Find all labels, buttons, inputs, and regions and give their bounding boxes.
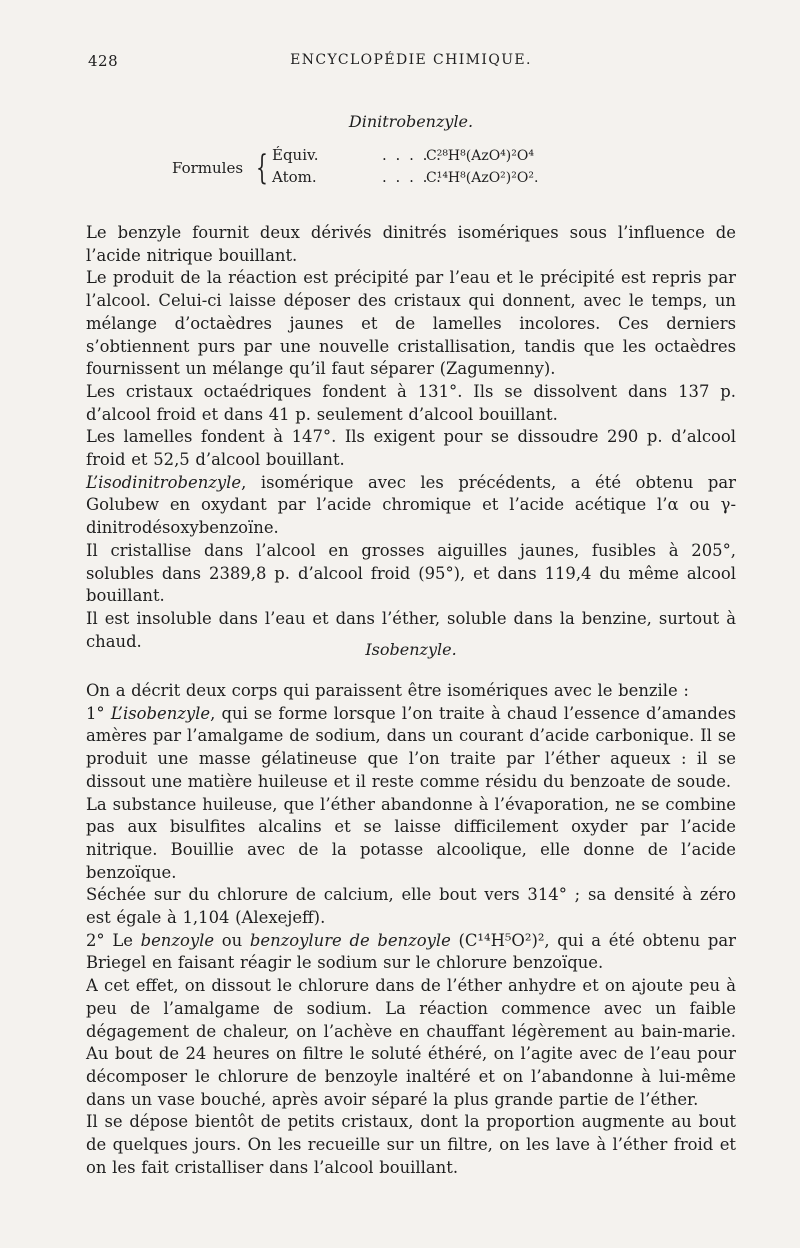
formula-dots: . . . . . xyxy=(382,146,443,164)
running-head: ENCYCLOPÉDIE CHIMIQUE. xyxy=(290,52,532,68)
paragraph: 2° Le benzoyle ou benzoylure de benzoyle (C¹⁴H⁵O²)², qui a été obtenu par Briegel en faisant réagir le sodium sur le chlorure benzoïque. xyxy=(86,930,736,973)
paragraph: Le benzyle fournit deux dérivés dinitrés isomériques sous l’influence de l’acide nitrique bouillant. xyxy=(86,223,736,265)
paragraph: Le produit de la réaction est précipité par l’eau et le précipité est repris par l’alcool. Celui-ci laisse déposer des cristaux qui donnent, avec le temps, un mélange d’octaèdres jaunes et de lamelles incolores. Ces derniers s’obtiennent purs par une nouvelle cristallisation, tandis que les octaèdres fournissent un mélange qu’il faut séparer (Zagumenny). xyxy=(86,268,736,379)
page-number: 428 xyxy=(88,52,119,70)
paragraph: Séchée sur du chlorure de calcium, elle bout vers 314° ; sa densité à zéro est égale à 1,104 (Alexejeff). xyxy=(86,885,736,928)
formulas-block xyxy=(172,146,712,194)
formulas-label: Formules xyxy=(172,159,244,177)
section-title-isobenzyle: Isobenzyle. xyxy=(365,640,457,659)
paragraph: 1° L’isobenzyle, qui se forme lorsque l’on traite à chaud l’essence d’amandes amères par l’amalgame de sodium, dans un courant d’acide carbonique. Il se produit une masse gélatineuse que l’on traite par l’éther aqueux : il se dissout une matière huileuse et il reste comme résidu du benzoate de soude. xyxy=(86,703,736,791)
formula-dots: . . . . . xyxy=(382,168,443,186)
document-page xyxy=(86,0,736,1248)
formula-name: Atom. xyxy=(272,168,317,186)
paragraph: On a décrit deux corps qui paraissent être isomériques avec le benzile : xyxy=(86,681,689,700)
formula-name: Équiv. xyxy=(272,146,319,164)
paragraph: Il est insoluble dans l’eau et dans l’éther, soluble dans la benzine, surtout à chaud. xyxy=(86,608,736,651)
formula-row-equiv xyxy=(272,146,534,164)
formula-value: C²⁸H⁸(AzO⁴)²O⁴ xyxy=(426,148,534,164)
page-header xyxy=(86,52,736,74)
paragraph: Il se dépose bientôt de petits cristaux, dont la proportion augmente au bout de quelques jours. On les recueille sur un filtre, on les lave à l’éther froid et on les fait cristalliser dans l’alcool bouillant. xyxy=(86,1112,736,1177)
paragraph: Les cristaux octaédriques fondent à 131°. Ils se dissolvent dans 137 p. d’alcool froid et dans 41 p. seulement d’alcool bouillant. xyxy=(86,381,736,424)
paragraph: L’isodinitrobenzyle, isomérique avec les précédents, a été obtenu par Golubew en oxydant par l’acide chromique et l’acide acétique l’α ou γ-dinitrodésoxybenzoïne. xyxy=(86,472,736,538)
body-text-dinitro xyxy=(86,222,736,653)
section-title-dinitrobenzyle: Dinitrobenzyle. xyxy=(348,112,474,131)
body-text-iso xyxy=(86,680,736,1179)
paragraph: A cet effet, on dissout le chlorure dans de l’éther anhydre et on ajoute peu à peu de l’amalgame de sodium. La réaction commence avec un faible dégagement de chaleur, on l’achève en chauffant légèrement au bain-marie. Au bout de 24 heures on filtre le soluté éthéré, on l’agite avec de l’eau pour décomposer le chlorure de benzoyle inaltéré et on l’abandonne à lui-même dans un vase bouché, après avoir séparé la plus grande partie de l’éther. xyxy=(86,976,736,1109)
formula-brace: { xyxy=(256,148,268,188)
paragraph: Il cristallise dans l’alcool en grosses aiguilles jaunes, fusibles à 205°, solubles dans 2389,8 p. d’alcool froid (95°), et dans 119,4 du même alcool bouillant. xyxy=(86,540,736,606)
paragraph: Les lamelles fondent à 147°. Ils exigent pour se dissoudre 290 p. d’alcool froid et 52,5 d’alcool bouillant. xyxy=(86,427,736,470)
paragraph: La substance huileuse, que l’éther abandonne à l’évaporation, ne se combine pas aux bisulfites alcalins et se laisse difficilement oxyder par l’acide nitrique. Bouillie avec de la potasse alcoolique, elle donne de l’acide benzoïque. xyxy=(86,794,736,882)
formula-row-atom xyxy=(272,168,538,186)
formula-value: C¹⁴H⁸(AzO²)²O². xyxy=(426,170,539,186)
